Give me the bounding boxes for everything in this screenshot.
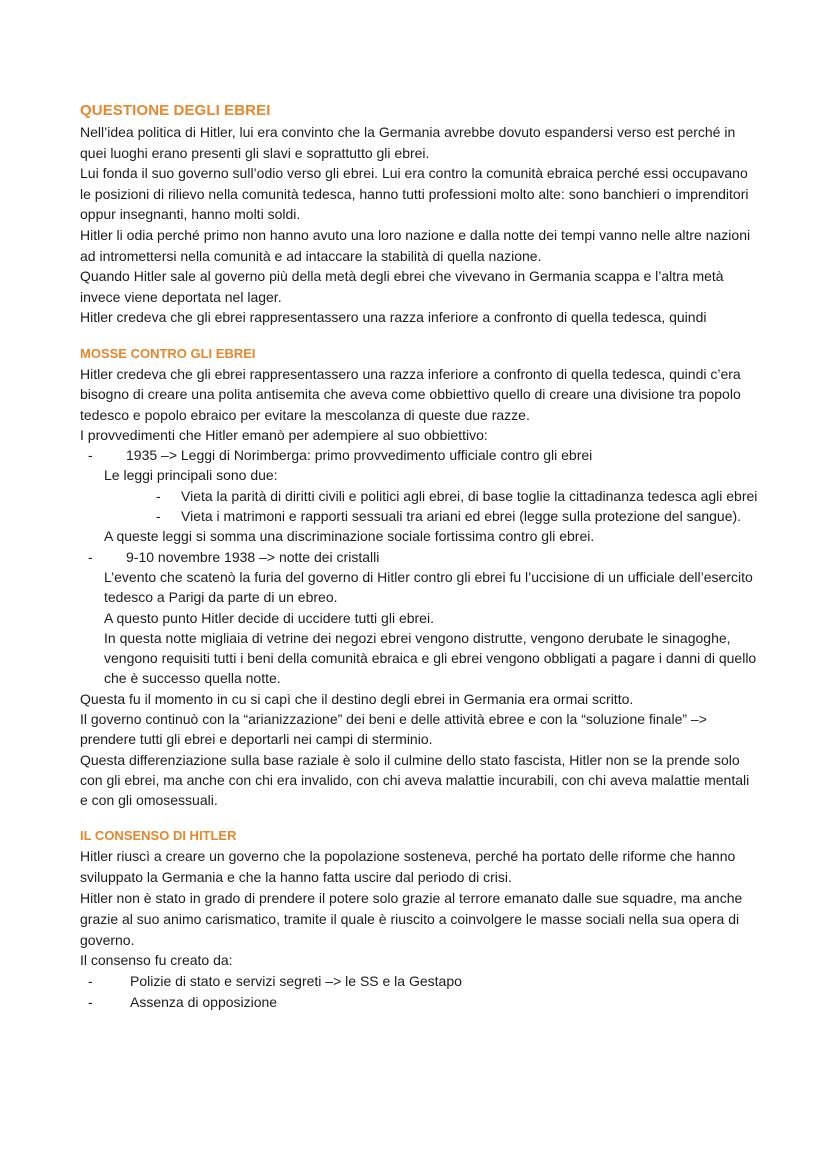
- list-item: [80, 971, 760, 992]
- paragraph: Questa fu il momento in cu si capì che il destino degli ebrei in Germania era ormai scritto.: [80, 690, 634, 707]
- paragraph: Le leggi principali sono due:: [104, 467, 278, 484]
- paragraph: Il consenso fu creato da:: [80, 952, 233, 969]
- paragraph: Questa differenziazione sulla base raziale è solo il culmine dello stato fascista, Hitler non se la prende solo con gli ebrei, ma anche con chi era invalido, con chi aveva malattie incurabili, con chi aveva malattie mentali e con gli omosessuali.: [80, 751, 750, 809]
- list-item-text: Vieta la parità di diritti civili e politici agli ebrei, di base toglie la cittadinanza tedesca agli ebrei: [181, 487, 758, 504]
- dash-marker: -: [88, 973, 93, 990]
- list-item: [80, 506, 760, 526]
- paragraph: L’evento che scatenò la furia del governo di Hitler contro gli ebrei fu l’uccisione di un ufficiale dell’esercito tedesco a Parigi da parte di un ebreo.: [104, 568, 753, 606]
- section-title: MOSSE CONTRO GLI EBREI: [80, 345, 256, 361]
- paragraph: Hitler riuscì a creare un governo che la popolazione sosteneva, perché ha portato delle riforme che hanno sviluppato la Germania e che la hanno fatta uscire dal periodo di crisi.: [80, 848, 736, 886]
- paragraph: Hitler credeva che gli ebrei rappresentassero una razza inferiore a confronto di quella tedesca, quindi c’era bisogno di creare una polita antisemita che aveva come obbiettivo quello di creare una divisione tra popolo tedesco e popolo ebraico per evitare la mescolanza di queste due razze.: [80, 365, 741, 423]
- paragraph: Hitler non è stato in grado di prendere il potere solo grazie al terrore emanato dalle sue squadre, ma anche grazie al suo animo carismatico, tramite il quale è riuscito a coinvolgere le masse sociali nella sua opera di governo.: [80, 890, 743, 948]
- dash-marker: -: [156, 508, 161, 525]
- paragraph: Il governo continuò con la “arianizzazione” dei beni e delle attività ebree e con la “soluzione finale” –> prendere tutti gli ebrei e deportarli nei campi di sterminio.: [80, 710, 707, 748]
- section-title: IL CONSENSO DI HITLER: [80, 828, 237, 844]
- paragraph: Lui fonda il suo governo sull’odio verso gli ebrei. Lui era contro la comunità ebraica perché essi occupavano le posizioni di rilievo nella comunità tedesca, hanno tutti professioni molto alte: sono banchieri o imprenditori oppur insegnanti, hanno molti soldi.: [80, 165, 749, 223]
- list-item-text: Assenza di opposizione: [130, 994, 278, 1011]
- paragraph: Hitler credeva che gli ebrei rappresentassero una razza inferiore a confronto di quella tedesca, quindi: [80, 309, 707, 326]
- paragraph: A questo punto Hitler decide di uccidere tutti gli ebrei.: [104, 609, 434, 626]
- spacer: [80, 810, 760, 826]
- dash-marker: -: [88, 548, 93, 565]
- list-item: [80, 992, 760, 1013]
- spacer: [80, 328, 760, 344]
- dash-marker: -: [88, 447, 93, 464]
- paragraph: Nell’idea politica di Hitler, lui era convinto che la Germania avrebbe dovuto espandersi verso est perché in quei luoghi erano presenti gli slavi e soprattutto gli ebrei.: [80, 124, 736, 161]
- section-mosse-contro-ebrei: [80, 344, 760, 811]
- list-item-text: 9-10 novembre 1938 –> notte dei cristalli: [126, 548, 380, 565]
- paragraph: Hitler li odia perché primo non hanno avuto una loro nazione e dalla notte dei tempi vanno nelle altre nazioni ad intromettersi nella comunità e ad intaccare la stabilità di quella nazione.: [80, 226, 751, 264]
- list-item-text: Vieta i matrimoni e rapporti sessuali tra ariani ed ebrei (legge sulla protezione del sangue).: [181, 508, 742, 525]
- list-item: [80, 547, 760, 567]
- document-page: [80, 100, 760, 1013]
- dash-marker: -: [88, 994, 93, 1011]
- paragraph: In questa notte migliaia di vetrine dei negozi ebrei vengono distrutte, vengono derubate le sinagoghe, vengono requisiti tutti i beni della comunità ebraica e gli ebrei vengono obbligati a pagare i danni di quello che è successo quella notte.: [104, 629, 757, 687]
- list-item-text: 1935 –> Leggi di Norimberga: primo provvedimento ufficiale contro gli ebrei: [126, 447, 593, 464]
- paragraph: I provvedimenti che Hitler emanò per adempiere al suo obbiettivo:: [80, 426, 488, 443]
- paragraph: A queste leggi si somma una discriminazione sociale fortissima contro gli ebrei.: [104, 528, 595, 545]
- section-questione-ebrei: [80, 100, 760, 328]
- section-consenso-hitler: [80, 826, 760, 1012]
- section-title: QUESTIONE DEGLI EBREI: [80, 102, 271, 119]
- list-item-text: Polizie di stato e servizi segreti –> le SS e la Gestapo: [130, 973, 462, 990]
- list-item: [80, 486, 760, 506]
- dash-marker: -: [156, 487, 161, 504]
- list-item: [80, 445, 760, 465]
- paragraph: Quando Hitler sale al governo più della metà degli ebrei che vivevano in Germania scappa e l’altra metà invece viene deportata nel lager.: [80, 268, 724, 305]
